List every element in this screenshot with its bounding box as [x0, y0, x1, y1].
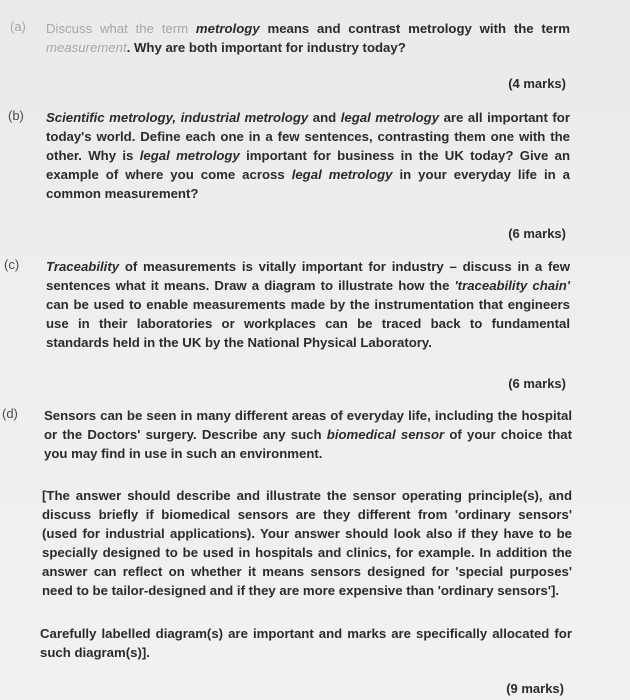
- question-a-text: [46, 19, 570, 57]
- question-b-text-part: legal metrology: [340, 110, 440, 125]
- question-b-label: (b): [8, 108, 24, 123]
- question-b-text-part: in your everyday life in a common measurement?: [46, 167, 570, 201]
- question-d-diagram-note: Carefully labelled diagram(s) are important and marks are specifically allocated for such diagram(s)].: [40, 626, 572, 660]
- question-a-marks: (4 marks): [508, 76, 566, 91]
- question-b-text-part: legal metrology: [291, 167, 393, 182]
- question-c-label: (c): [4, 257, 20, 272]
- question-c-text-part: 'traceability chain': [454, 278, 570, 293]
- question-d-text-part: Sensors can be seen in many different areas of everyday life, including the hospital or the Doctors' surgery. Describe any such: [44, 408, 572, 442]
- question-a-term-metrology: metrology: [195, 21, 260, 36]
- question-d-text-part: biomedical sensor: [326, 427, 445, 442]
- question-b-text-part: important for business in the UK today? Give an example of where you come across: [46, 148, 571, 182]
- question-b-marks: (6 marks): [508, 226, 566, 241]
- question-b-text-part: are all important for today's world. Define each one in a few sentences, contrasting them one with the other. Why is: [46, 110, 570, 163]
- question-c-text-part: of measurements is vitally important for industry – discuss in a few sentences what it means. Draw a diagram to illustrate how the: [46, 259, 570, 293]
- question-b-text-part: Scientific metrology, industrial metrology: [46, 110, 309, 125]
- question-c-marks: (6 marks): [508, 376, 566, 391]
- question-b-text-part: legal metrology: [139, 148, 240, 163]
- question-b-text-part: and: [308, 110, 341, 125]
- question-d-text-part: of your choice that you may find in use in such an environment.: [44, 427, 573, 461]
- question-c-text-part: Traceability: [46, 259, 120, 274]
- question-b-text: [46, 108, 570, 203]
- question-a-term-measurement: measurement: [46, 40, 127, 55]
- question-d-marks: (9 marks): [506, 681, 564, 696]
- question-d-note: [The answer should describe and illustrate the sensor operating principle(s), and discuss briefly if biomedical sensors are they different from 'ordinary sensors' (used for industrial applications). Your answer should look also if they have to be specially designed to be used in hospitals and clinics, for example. In addition the answer can reflect on whether it means sensors designed for 'special purposes' need to be tailor-designed and if they are more expensive than 'ordinary sensors'].: [42, 488, 572, 598]
- question-c-text-part: can be used to enable measurements made by the instrumentation that engineers use in their laboratories or workplaces can be traced back to fundamental standards held in the UK by the National Physical Laboratory.: [46, 297, 570, 350]
- question-a-text-part: . Why are both important for industry today?: [126, 40, 406, 55]
- question-a-label: (a): [10, 19, 26, 34]
- question-d-label: (d): [2, 406, 18, 421]
- question-a-text-part: means and contrast metrology with the term: [259, 21, 570, 36]
- question-c-text: [46, 257, 570, 352]
- question-d-text: [44, 406, 572, 463]
- question-a-text-part: Discuss what the term: [46, 21, 196, 36]
